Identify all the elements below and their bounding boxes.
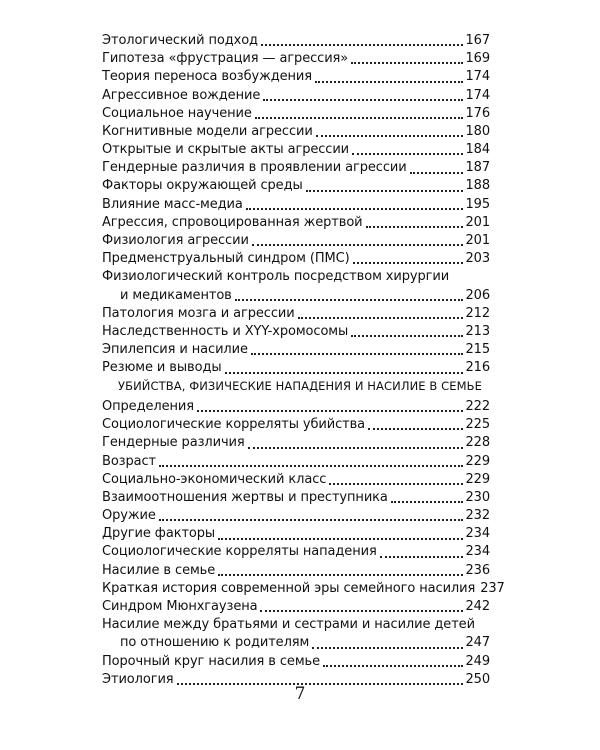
toc-entry-title: Другие факторы [102, 526, 216, 542]
toc-entry [102, 141, 490, 159]
toc-entry-multiline-continuation [102, 287, 490, 305]
toc-entry-title: Социологические корреляты убийства [102, 417, 366, 433]
toc-entry [102, 196, 490, 214]
toc-entry [102, 562, 490, 580]
toc-entry [102, 105, 490, 123]
toc-entry [102, 123, 490, 141]
dot-leader [235, 299, 464, 301]
toc-entry [102, 68, 490, 86]
toc-entry-page-number: 228 [465, 435, 490, 451]
toc-entry-page-number: 201 [465, 214, 490, 230]
dot-leader [368, 428, 463, 430]
toc-entry-page-number: 234 [465, 544, 490, 560]
toc-entry [102, 416, 490, 434]
toc-entry [102, 214, 490, 232]
toc-section-aggression [102, 32, 490, 378]
toc-entry-page-number: 176 [465, 105, 490, 121]
toc-entry-title: Физиология агрессии [102, 233, 249, 249]
dot-leader [312, 647, 463, 649]
toc-entry-page-number: 212 [465, 305, 490, 321]
dot-leader [380, 556, 464, 558]
toc-entry-page-number: 215 [465, 342, 490, 358]
toc-entry-page-number: 225 [465, 417, 490, 433]
toc-entry-multiline-first [102, 616, 490, 634]
toc-entry [102, 489, 490, 507]
dot-leader [353, 262, 464, 264]
dot-leader [352, 153, 463, 155]
toc-entry-title: Этологический подход [102, 32, 258, 48]
toc-entry-title: Агрессия, спровоцированная жертвой [102, 214, 363, 230]
toc-section-homicide [102, 398, 505, 689]
dot-leader [218, 574, 463, 576]
toc-entry-page-number: 222 [465, 398, 490, 414]
toc-entry-title: Синдром Мюнхгаузена [102, 599, 258, 615]
toc-entry [102, 653, 490, 671]
toc-entry-page-number: 229 [465, 453, 490, 469]
toc-entry [102, 544, 490, 562]
dot-leader [298, 317, 464, 319]
section-heading: УБИЙСТВА, ФИЗИЧЕСКИЕ НАПАДЕНИЯ И НАСИЛИЕ В СЕМЬЕ [118, 379, 483, 393]
dot-leader [391, 501, 464, 503]
toc-entry-page-number: 234 [465, 526, 490, 542]
toc-entry-page-number: 206 [465, 287, 490, 303]
toc-entry [102, 580, 505, 598]
toc-entry [102, 359, 490, 377]
toc-entry-title: Когнитивные модели агрессии [102, 123, 313, 139]
dot-leader [263, 99, 463, 101]
toc-entry-title: Физиологический контроль посредством хирургии [102, 269, 450, 285]
toc-entry-title: Резюме и выводы [102, 360, 222, 376]
dot-leader [252, 244, 464, 246]
page-number: 7 [294, 684, 306, 704]
toc-entry [102, 178, 490, 196]
dot-leader [261, 44, 464, 46]
toc-entry-page-number: 250 [465, 671, 490, 687]
toc-entry-page-number: 249 [465, 653, 490, 669]
dot-leader [323, 665, 463, 667]
toc-entry [102, 159, 490, 177]
toc-entry-page-number: 201 [465, 233, 490, 249]
dot-leader [260, 610, 463, 612]
toc-entry-title: Социологические корреляты нападения [102, 544, 377, 560]
toc-entry-title: Краткая история современной эры семейного насилия [102, 580, 476, 596]
toc-entry-title: Этиология [102, 671, 174, 687]
toc-entry-title: Факторы окружающей среды [102, 178, 303, 194]
toc-entry-title: Гендерные различия [102, 435, 245, 451]
toc-entry [102, 341, 490, 359]
toc-entry-title: и медикаментов [120, 287, 232, 303]
toc-entry-page-number: 169 [465, 51, 490, 67]
toc-entry-page-number: 213 [465, 323, 490, 339]
dot-leader [251, 353, 464, 355]
dot-leader [248, 447, 464, 449]
toc-entry-title: Определения [102, 398, 194, 414]
toc-entry-page-number: 236 [465, 562, 490, 578]
toc-entry-page-number: 195 [465, 196, 490, 212]
toc-entry-title: Социальное научение [102, 105, 252, 121]
toc-entry [102, 598, 490, 616]
toc-entry [102, 305, 490, 323]
dot-leader [351, 335, 463, 337]
toc-entry-page-number: 187 [465, 160, 490, 176]
toc-entry-title: Открытые и скрытые акты агрессии [102, 142, 350, 158]
toc-entry [102, 507, 490, 525]
toc-entry-title: Оружие [102, 508, 156, 524]
toc-entry-title: Порочный круг насилия в семье [102, 653, 320, 669]
toc-entry [102, 398, 490, 416]
toc-entry-page-number: 188 [465, 178, 490, 194]
toc-entry [102, 50, 490, 68]
dot-leader [410, 172, 464, 174]
toc-entry-multiline-continuation [102, 634, 490, 652]
dot-leader [218, 538, 463, 540]
toc-entry [102, 434, 490, 452]
dot-leader [159, 519, 464, 521]
toc-entry-title: Теория переноса возбуждения [102, 69, 312, 85]
toc-entry-page-number: 167 [465, 32, 490, 48]
toc-entry-title: Гипотеза «фрустрация — агрессия» [102, 51, 349, 67]
toc-entry [102, 323, 490, 341]
toc-entry-page-number: 174 [465, 69, 490, 85]
toc-entry-multiline-first [102, 268, 490, 286]
toc-entry-title: Предменструальный синдром (ПМС) [102, 251, 350, 267]
dot-leader [329, 483, 463, 485]
toc-entry-title: Эпилепсия и насилие [102, 342, 248, 358]
toc-entry-title: Социально-экономический класс [102, 471, 327, 487]
dot-leader [255, 117, 464, 119]
toc-entry [102, 232, 490, 250]
toc-entry-page-number: 203 [465, 251, 490, 267]
dot-leader [351, 62, 463, 64]
toc-entry-page-number: 247 [465, 635, 490, 651]
dot-leader [306, 190, 464, 192]
toc-entry [102, 87, 490, 105]
toc-entry-page-number: 232 [465, 508, 490, 524]
toc-entry-title: Насилие в семье [102, 562, 216, 578]
toc-entry [102, 525, 490, 543]
toc-entry [102, 453, 490, 471]
toc-entry [102, 471, 490, 489]
toc-entry-title: Гендерные различия в проявлении агрессии [102, 160, 407, 176]
toc-entry-page-number: 237 [480, 580, 505, 596]
dot-leader [159, 465, 463, 467]
toc-entry-page-number: 174 [465, 87, 490, 103]
toc-entry-page-number: 180 [465, 123, 490, 139]
toc-entry-title: Агрессивное вождение [102, 87, 261, 103]
toc-entry-title: Насилие между братьями и сестрами и насилие детей [102, 617, 475, 633]
toc-entry-page-number: 242 [465, 599, 490, 615]
toc-entry-page-number: 216 [465, 360, 490, 376]
dot-leader [197, 410, 464, 412]
toc-entry-title: Наследственность и XYY-хромосомы [102, 323, 349, 339]
toc-entry-title: Взаимоотношения жертвы и преступника [102, 489, 388, 505]
toc-entry-title: Влияние масс-медиа [102, 196, 243, 212]
dot-leader [225, 372, 464, 374]
toc-entry-page-number: 229 [465, 471, 490, 487]
toc-entry-page-number: 184 [465, 142, 490, 158]
toc-entry-title: по отношению к родителям [120, 635, 310, 651]
toc-entry-title: Возраст [102, 453, 157, 469]
dot-leader [316, 135, 464, 137]
toc-entry [102, 32, 490, 50]
toc-entry-page-number: 230 [465, 489, 490, 505]
toc-entry [102, 250, 490, 268]
dot-leader [315, 81, 463, 83]
dot-leader [246, 208, 464, 210]
toc-entry-title: Патология мозга и агрессии [102, 305, 295, 321]
dot-leader [366, 226, 464, 228]
